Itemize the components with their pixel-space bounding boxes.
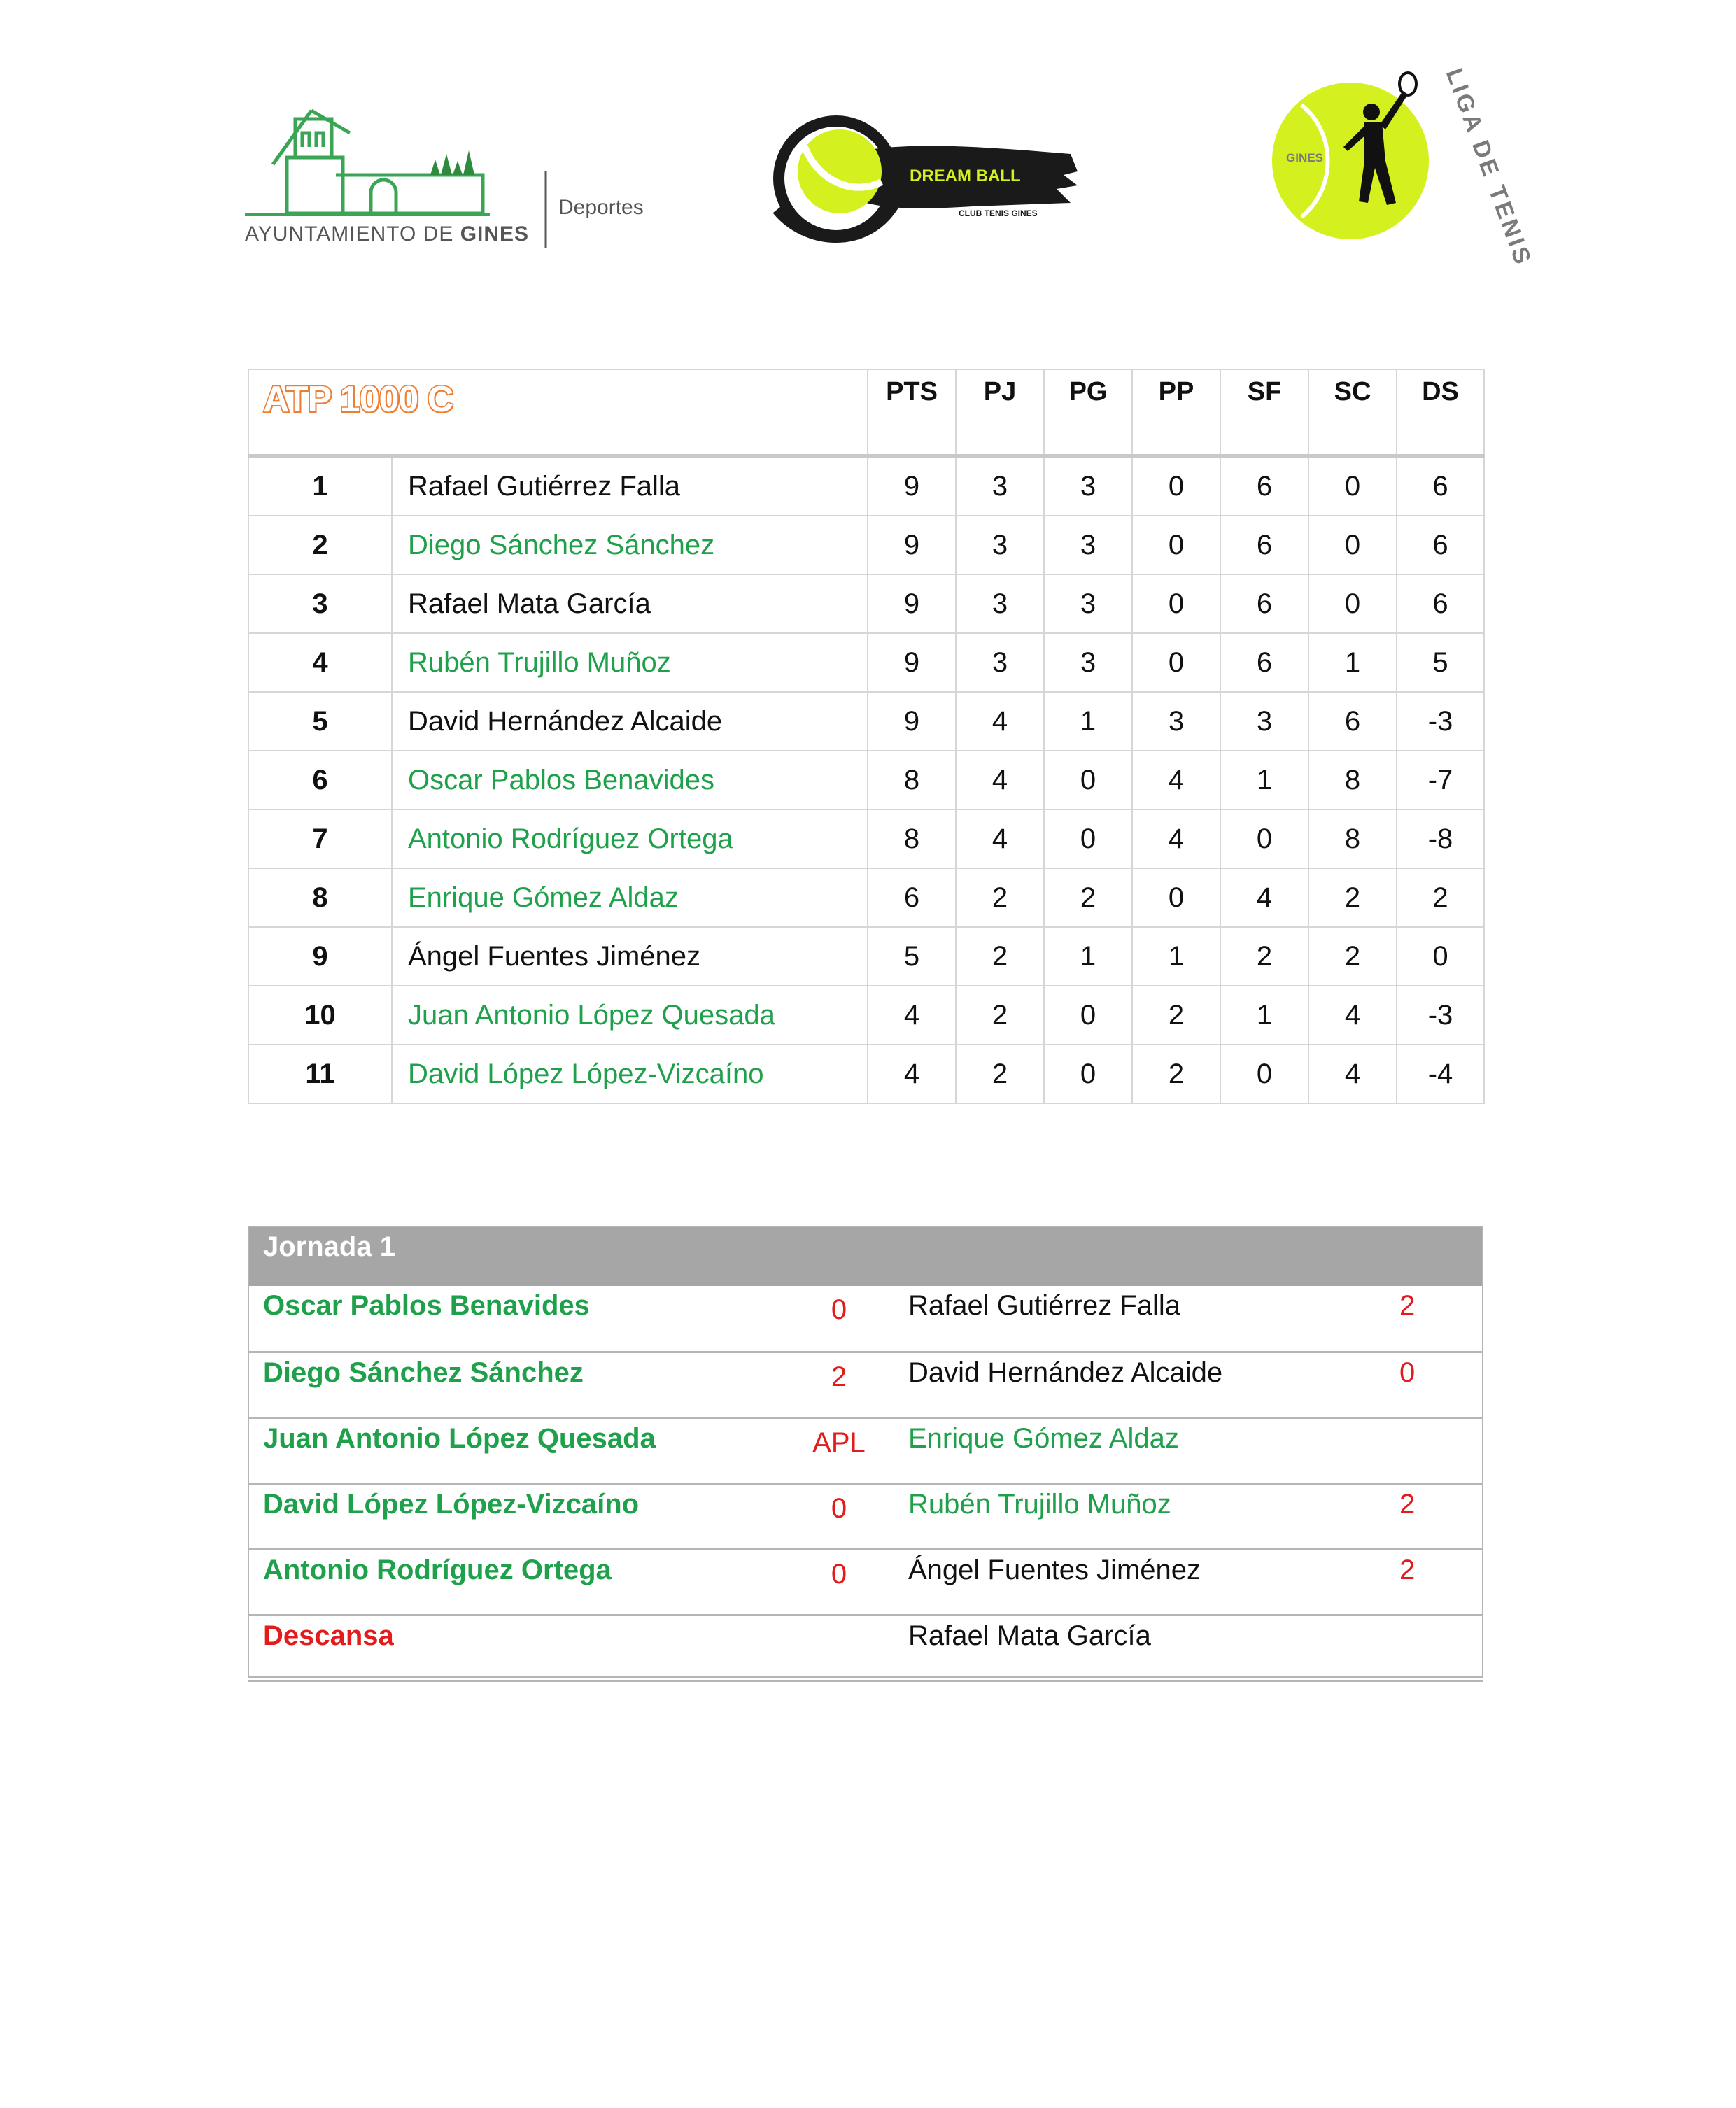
match-row [248, 1352, 1483, 1417]
stat-pp-cell: 2 [1132, 986, 1220, 1045]
player2-score [1392, 1615, 1483, 1681]
stat-pj-cell: 3 [956, 516, 1044, 574]
stat-pts-cell: 5 [868, 927, 956, 986]
stat-ds-cell: -7 [1397, 751, 1484, 809]
position-cell: 5 [248, 692, 392, 751]
jornada-table [248, 1226, 1483, 1682]
column-header-sf: SF [1220, 369, 1308, 456]
column-header-pg: PG [1044, 369, 1132, 456]
match-row [248, 1483, 1483, 1549]
stat-ds-cell: 5 [1397, 633, 1484, 692]
stat-pts-cell: 4 [868, 986, 956, 1045]
standings-row [248, 633, 1484, 692]
player2-name: Rafael Gutiérrez Falla [891, 1286, 1392, 1352]
player2-name: Rubén Trujillo Muñoz [891, 1483, 1392, 1549]
standings-row [248, 927, 1484, 986]
stat-pg-cell: 3 [1044, 456, 1132, 516]
dream-ball-title: DREAM BALL [910, 167, 1021, 185]
stat-pj-cell: 4 [956, 751, 1044, 809]
player1-name: Descansa [248, 1615, 786, 1681]
standings-row [248, 986, 1484, 1045]
stat-sf-cell: 0 [1220, 809, 1308, 868]
standings-header-row [248, 369, 1484, 456]
standings-row [248, 692, 1484, 751]
position-cell: 4 [248, 633, 392, 692]
stat-sc-cell: 2 [1308, 927, 1397, 986]
stat-sf-cell: 6 [1220, 633, 1308, 692]
stat-pts-cell: 6 [868, 868, 956, 927]
stat-pj-cell: 3 [956, 456, 1044, 516]
player1-score: APL [786, 1417, 891, 1483]
stat-sf-cell: 0 [1220, 1045, 1308, 1103]
stat-pg-cell: 1 [1044, 927, 1132, 986]
player2-score: 2 [1392, 1286, 1483, 1352]
stat-pg-cell: 1 [1044, 692, 1132, 751]
stat-ds-cell: 6 [1397, 516, 1484, 574]
stat-pg-cell: 0 [1044, 809, 1132, 868]
stat-pts-cell: 8 [868, 751, 956, 809]
stat-ds-cell: 0 [1397, 927, 1484, 986]
player-name-cell: Enrique Gómez Aldaz [392, 868, 868, 927]
stat-pj-cell: 2 [956, 1045, 1044, 1103]
standings-body [248, 456, 1484, 1104]
player2-score: 0 [1392, 1352, 1483, 1417]
stat-sf-cell: 4 [1220, 868, 1308, 927]
match-row [248, 1615, 1483, 1681]
standings-row [248, 751, 1484, 809]
stat-sf-cell: 6 [1220, 516, 1308, 574]
player1-name: Oscar Pablos Benavides [248, 1286, 786, 1352]
player-name-cell: Antonio Rodríguez Ortega [392, 809, 868, 868]
stat-ds-cell: -4 [1397, 1045, 1484, 1103]
player2-score: 2 [1392, 1549, 1483, 1615]
standings-row [248, 574, 1484, 633]
jornada-header-row [248, 1226, 1483, 1286]
player-name-cell: David Hernández Alcaide [392, 692, 868, 751]
stat-pg-cell: 3 [1044, 633, 1132, 692]
ayuntamiento-name [245, 222, 529, 246]
stat-pj-cell: 4 [956, 809, 1044, 868]
stat-pj-cell: 3 [956, 574, 1044, 633]
stat-ds-cell: 6 [1397, 574, 1484, 633]
stat-pj-cell: 2 [956, 927, 1044, 986]
stat-ds-cell: 2 [1397, 868, 1484, 927]
stat-pj-cell: 2 [956, 868, 1044, 927]
stat-sc-cell: 0 [1308, 574, 1397, 633]
player1-name: Juan Antonio López Quesada [248, 1417, 786, 1483]
stat-sf-cell: 1 [1220, 751, 1308, 809]
dream-ball-subtitle: CLUB TENIS GINES [959, 208, 1038, 218]
stat-sc-cell: 0 [1308, 456, 1397, 516]
player-name-cell: Ángel Fuentes Jiménez [392, 927, 868, 986]
stat-sf-cell: 6 [1220, 574, 1308, 633]
stat-sf-cell: 6 [1220, 456, 1308, 516]
stat-pg-cell: 0 [1044, 986, 1132, 1045]
stat-pts-cell: 4 [868, 1045, 956, 1103]
position-cell: 7 [248, 809, 392, 868]
stat-pj-cell: 3 [956, 633, 1044, 692]
player2-name: Ángel Fuentes Jiménez [891, 1549, 1392, 1615]
player1-name: David López López-Vizcaíno [248, 1483, 786, 1549]
player1-name: Antonio Rodríguez Ortega [248, 1549, 786, 1615]
stat-pg-cell: 0 [1044, 1045, 1132, 1103]
stat-ds-cell: -8 [1397, 809, 1484, 868]
stat-ds-cell: -3 [1397, 986, 1484, 1045]
stat-pj-cell: 4 [956, 692, 1044, 751]
column-header-ds: DS [1397, 369, 1484, 456]
column-header-pp: PP [1132, 369, 1220, 456]
standings-row [248, 809, 1484, 868]
player2-score [1392, 1417, 1483, 1483]
position-cell: 2 [248, 516, 392, 574]
player-name-cell: Rubén Trujillo Muñoz [392, 633, 868, 692]
standings-row [248, 516, 1484, 574]
stat-sc-cell: 8 [1308, 809, 1397, 868]
stat-pp-cell: 1 [1132, 927, 1220, 986]
column-header-pts: PTS [868, 369, 956, 456]
league-title: ATP 1000 C [263, 379, 453, 420]
player-name-cell: Oscar Pablos Benavides [392, 751, 868, 809]
ayuntamiento-name-light: AYUNTAMIENTO DE [245, 222, 454, 246]
position-cell: 11 [248, 1045, 392, 1103]
stat-sc-cell: 1 [1308, 633, 1397, 692]
player1-score: 2 [786, 1352, 891, 1417]
stat-sc-cell: 4 [1308, 1045, 1397, 1103]
player2-name: Enrique Gómez Aldaz [891, 1417, 1392, 1483]
stat-sf-cell: 2 [1220, 927, 1308, 986]
position-cell: 9 [248, 927, 392, 986]
stat-pp-cell: 0 [1132, 633, 1220, 692]
player1-score: 0 [786, 1483, 891, 1549]
stat-pg-cell: 3 [1044, 516, 1132, 574]
stat-sc-cell: 6 [1308, 692, 1397, 751]
position-cell: 3 [248, 574, 392, 633]
stat-pts-cell: 8 [868, 809, 956, 868]
stat-sf-cell: 3 [1220, 692, 1308, 751]
jornada-title: Jornada 1 [248, 1226, 1483, 1286]
standings-row [248, 456, 1484, 516]
player1-score: 0 [786, 1549, 891, 1615]
stat-pp-cell: 0 [1132, 868, 1220, 927]
player1-score [786, 1615, 891, 1681]
position-cell: 1 [248, 456, 392, 516]
stat-pg-cell: 2 [1044, 868, 1132, 927]
stat-pp-cell: 4 [1132, 809, 1220, 868]
player-name-cell: Diego Sánchez Sánchez [392, 516, 868, 574]
player-name-cell: Rafael Mata García [392, 574, 868, 633]
stat-sc-cell: 2 [1308, 868, 1397, 927]
player-name-cell: Rafael Gutiérrez Falla [392, 456, 868, 516]
stat-ds-cell: -3 [1397, 692, 1484, 751]
player1-name: Diego Sánchez Sánchez [248, 1352, 786, 1417]
stat-sc-cell: 8 [1308, 751, 1397, 809]
stat-pts-cell: 9 [868, 692, 956, 751]
stat-sc-cell: 4 [1308, 986, 1397, 1045]
stat-pts-cell: 9 [868, 516, 956, 574]
ayuntamiento-name-bold: GINES [460, 222, 530, 246]
standings-row [248, 1045, 1484, 1103]
stat-pts-cell: 9 [868, 456, 956, 516]
player2-name: David Hernández Alcaide [891, 1352, 1392, 1417]
stat-pp-cell: 0 [1132, 516, 1220, 574]
stat-pg-cell: 0 [1044, 751, 1132, 809]
stat-sf-cell: 1 [1220, 986, 1308, 1045]
standings-table [248, 369, 1485, 1104]
player1-score: 0 [786, 1286, 891, 1352]
stat-pg-cell: 3 [1044, 574, 1132, 633]
jornada-body [248, 1226, 1483, 1681]
match-row [248, 1549, 1483, 1615]
deportes-label: Deportes [558, 196, 644, 219]
column-header-pj: PJ [956, 369, 1044, 456]
player2-score: 2 [1392, 1483, 1483, 1549]
stat-pp-cell: 2 [1132, 1045, 1220, 1103]
stat-pj-cell: 2 [956, 986, 1044, 1045]
position-cell: 6 [248, 751, 392, 809]
match-row [248, 1417, 1483, 1483]
player2-name: Rafael Mata García [891, 1615, 1392, 1681]
player-name-cell: David López López-Vizcaíno [392, 1045, 868, 1103]
liga-de-tenis-text: LIGA DE TENIS [1440, 64, 1537, 270]
ayuntamiento-gines-logo [245, 105, 665, 259]
stat-pp-cell: 4 [1132, 751, 1220, 809]
column-header-sc: SC [1308, 369, 1397, 456]
stat-pts-cell: 9 [868, 633, 956, 692]
player-name-cell: Juan Antonio López Quesada [392, 986, 868, 1045]
stat-pp-cell: 3 [1132, 692, 1220, 751]
position-cell: 10 [248, 986, 392, 1045]
liga-ball-text: GINES [1286, 151, 1323, 164]
standings-row [248, 868, 1484, 927]
league-title-cell [248, 369, 868, 456]
match-row [248, 1286, 1483, 1352]
stat-pts-cell: 9 [868, 574, 956, 633]
position-cell: 8 [248, 868, 392, 927]
dream-ball-logo [763, 105, 1092, 252]
liga-de-tenis-logo [1259, 63, 1537, 270]
stat-pp-cell: 0 [1132, 456, 1220, 516]
stat-ds-cell: 6 [1397, 456, 1484, 516]
stat-pp-cell: 0 [1132, 574, 1220, 633]
stat-sc-cell: 0 [1308, 516, 1397, 574]
